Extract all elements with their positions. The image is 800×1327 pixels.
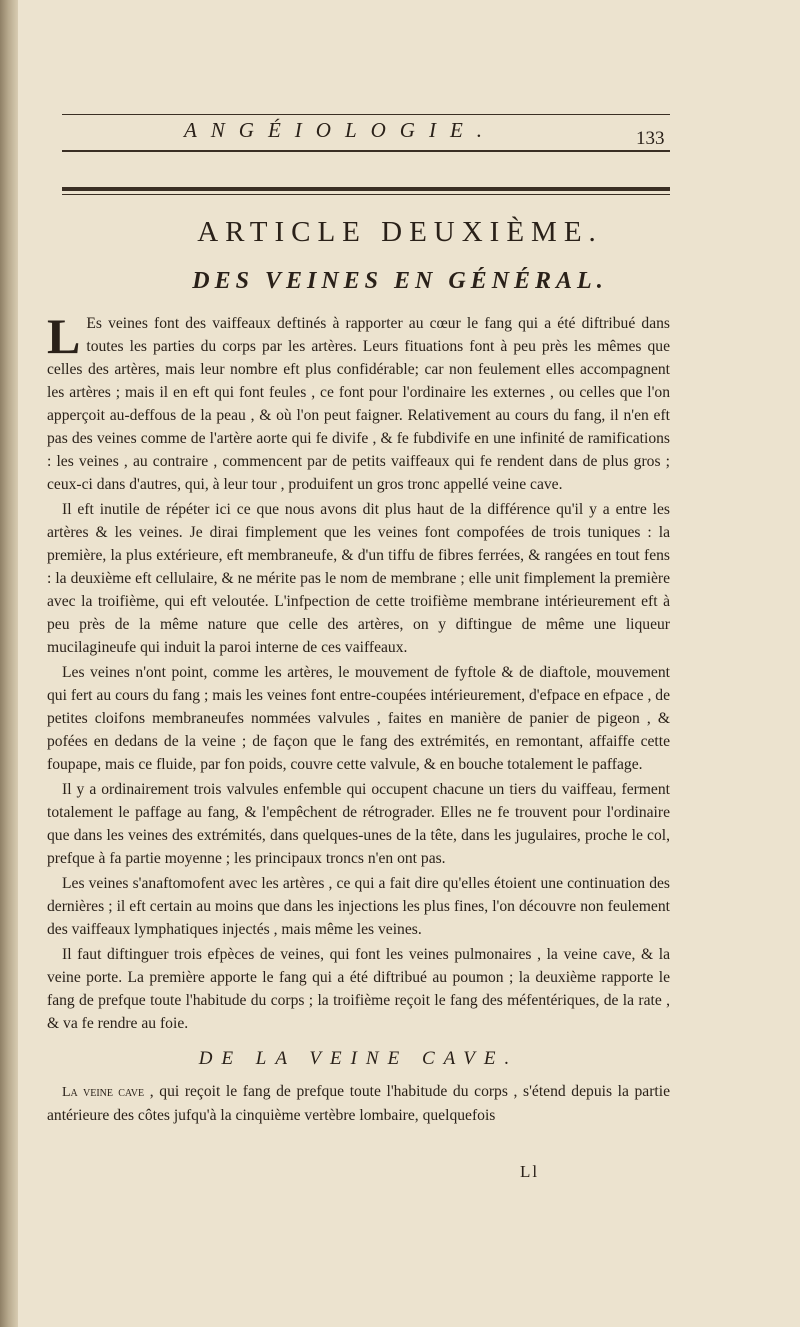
section-divider-thin xyxy=(62,194,670,195)
paragraph-5: Les veines s'anaftomofent avec les artères , ce qui a fait dire qu'elles étoient une continuation des dernières ; il eft certain au moins que dans les injections les plus fines, l'on découvre non feulement des vaiffeaux lymphatiques injectés , mais même les veines. xyxy=(47,875,670,938)
section-divider-thick xyxy=(62,187,670,191)
paragraph-1-text: Es veines font des vaiffeaux deftinés à rapporter au cœur le fang qui a été diftribué dans toutes les parties du corps par les artères. Leurs fituations font à peu près les mêmes que celles des artères, mais leur nombre eft plus confidérable; car non feulement elles accompagnent les artères ; mais il en eft qui font feules , ce font pour l'ordinaire les externes , ou celles que l'on apperçoit au-deffous de la peau , & où l'on peut faigner. Relativement au cours du fang, il n'en eft pas des veines comme de l'artère aorte qui fe divife , & fe fubdivife en une infinité de ramifications : les veines , au contraire , commencent par de petits vaiffeaux qui fe rendent dans de plus gros ; ceux-ci dans d'autres, qui, à leur tour , produifent un gros tronc appellé veine cave. xyxy=(47,315,670,493)
paragraph-7-text: , qui reçoit le fang de prefque toute l'habitude du corps , s'étend depuis la partie antérieure des côtes jufqu'à la cinquième vertèbre lombaire, quelquefois xyxy=(47,1083,671,1124)
page-number: 133 xyxy=(636,128,665,149)
paragraph-3: Les veines n'ont point, comme les artères, le mouvement de fyftole & de diaftole, mouvement qui fert au cours du fang ; mais les veines font entre-coupées intérieurement, d'efpace en efpace , de petites cloifons membraneufes nommées valvules , faites en manière de panier de pigeon , & pofées en dedans de la veine ; de façon que le fang des extrémités, en remontant, affaiffe cette foupape, mais ce fluide, par fon poids, couvre cette valvule, & en bouche totalement le paffage. xyxy=(47,664,670,773)
header-rule-bottom xyxy=(62,150,670,152)
section-title: DES VEINES EN GÉNÉRAL. xyxy=(192,268,608,294)
article-title: ARTICLE DEUXIÈME. xyxy=(197,216,603,248)
lead-small-caps: La veine cave xyxy=(62,1085,145,1100)
paragraph-2: Il eft inutile de répéter ici ce que nous avons dit plus haut de la différence qu'il y a entre les artères & les veines. Je dirai fimplement que les veines font compofées de trois tuniques : la première, la plus extérieure, eft membraneufe, & d'un tiffu de fibres ferrées, & rangées en tout fens : la deuxième eft cellulaire, & ne mérite pas le nom de membrane ; elle unit fimplement la première avec la troifième, qui eft veloutée. L'infpection de cette troifième membrane intérieurement eft à peu près de la même nature que celle des artères, on y diftingue de même une liqueur mucilagineufe qui induit la paroi interne de ces vaiffeaux. xyxy=(47,501,670,656)
header-rule-top xyxy=(62,114,670,115)
signature-mark: Ll xyxy=(520,1162,540,1181)
book-binding-edge xyxy=(0,0,18,1327)
drop-cap: L xyxy=(47,308,81,364)
body-text xyxy=(47,308,671,1129)
running-title: ANGÉIOLOGIE. xyxy=(183,118,497,142)
subheading: DE LA VEINE CAVE. xyxy=(198,1048,519,1069)
paragraph-1 xyxy=(47,308,670,496)
paragraph-4: Il y a ordinairement trois valvules enfemble qui occupent chacune un tiers du vaiffeau, ferment totalement le paffage au fang, & l'empêchent de rétrograder. Elles ne fe trouvent pour l'ordinaire que dans les veines des extrémités, dans quelques-unes de la tête, dans les jugulaires, proche le col, prefque à fa partie moyenne ; les principaux troncs n'en ont pas. xyxy=(47,781,670,867)
paragraph-6: Il faut diftinguer trois efpèces de veines, qui font les veines pulmonaires , la veine cave, & la veine porte. La première apporte le fang qui a été diftribué au poumon ; la deuxième rapporte le fang de prefque toute l'habitude du corps ; la troifième reçoit le fang des méfentériques, de la rate , & va fe rendre au foie. xyxy=(47,946,670,1032)
paragraph-7 xyxy=(47,1080,670,1127)
